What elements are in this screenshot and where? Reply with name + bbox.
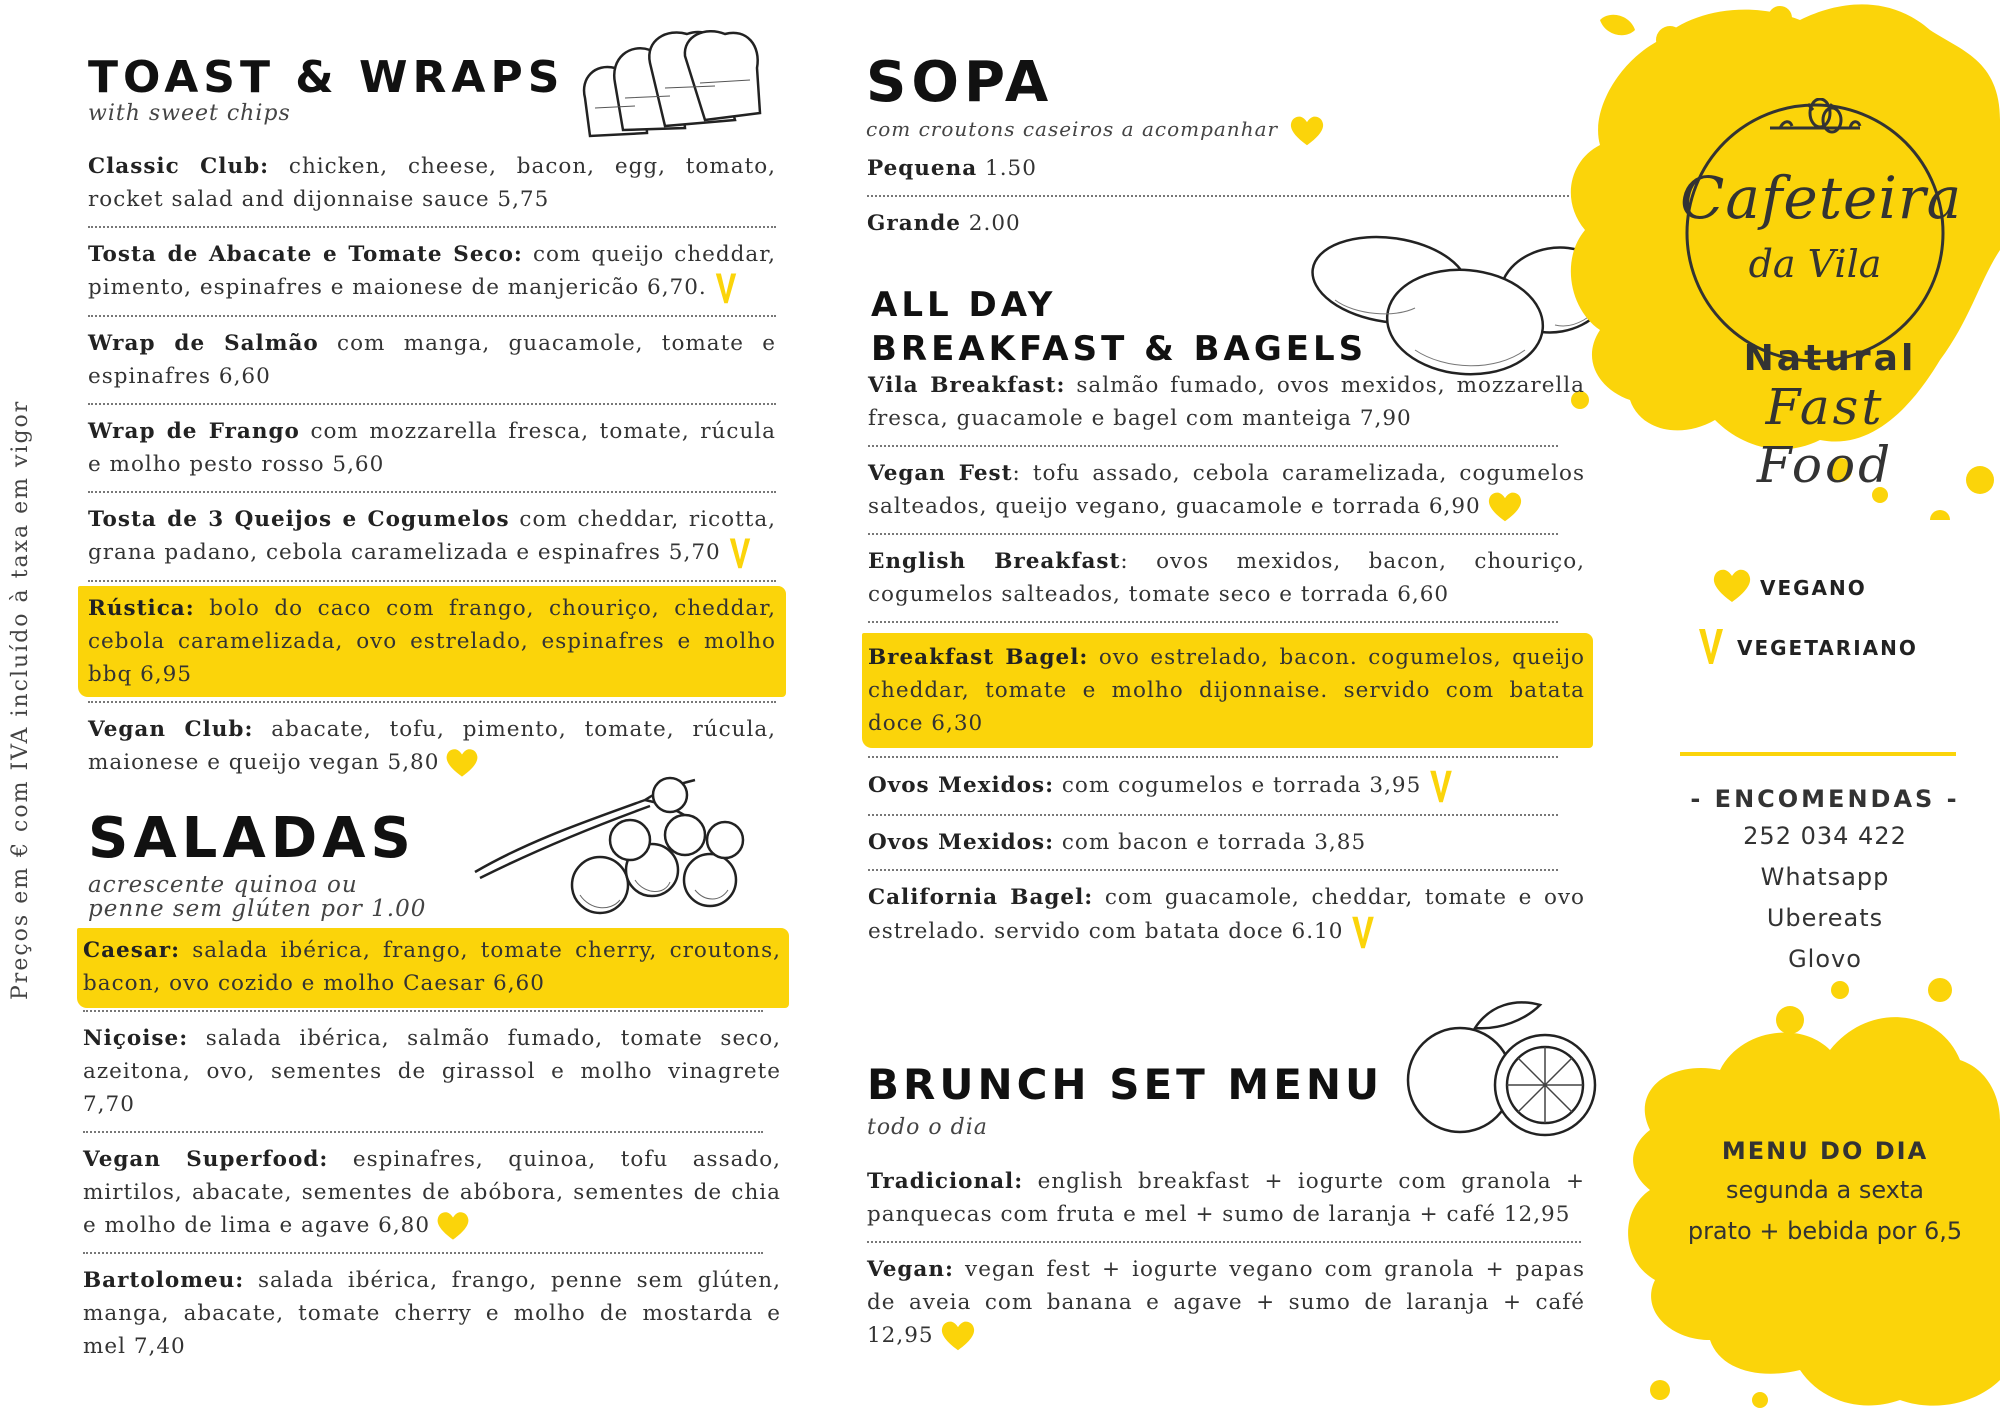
item-name: Grande [867,211,961,236]
item-name: Vegan Club: [88,717,254,742]
list-item [88,238,776,305]
item-name: Tradicional: [867,1169,1024,1194]
legend-vegetariano: VEGETARIANO [1737,636,1918,660]
divider [83,1010,763,1012]
orders-block [1660,782,1990,980]
divider [867,1241,1581,1243]
brand-name-2: da Vila [1748,242,1882,286]
item-desc: salmão fumado, ovos mexidos, mozzarella fresca, guacamole e bagel com manteiga 7,90 [868,373,1585,431]
item-name: Wrap de Frango [88,419,300,444]
item-name: Niçoise: [83,1026,189,1051]
divider [83,1131,763,1133]
item-name: Ovos Mexidos: [868,773,1055,798]
daily-menu-block [1660,1132,1990,1252]
item-name: English Breakfast [868,549,1121,574]
item-name: Ovos Mexidos: [868,830,1055,855]
divider [868,445,1558,447]
divider [868,756,1558,758]
sopa-subtitle: com croutons caseiros a acompanhar [866,116,1279,141]
orders-channel-glovo: Glovo [1788,945,1862,973]
sopa-title: SOPA [866,50,1054,115]
brunch-section-header [867,1060,1383,1140]
list-item [868,641,1585,740]
daily-title: MENU DO DIA [1721,1137,1929,1165]
saladas-title: SALADAS [88,806,416,871]
item-name: Caesar: [83,938,181,963]
item-name: Breakfast Bagel: [868,645,1089,670]
item-name: Vila Breakfast: [868,373,1066,398]
item-desc: salada ibérica, frango, tomate cherry, croutons, bacon, ovo cozido e molho Caesar 6,60 [83,938,781,996]
item-desc: com queijo cheddar, pimento, espinafres e maionese de manjericão 6,70. [88,242,776,300]
divider [88,701,776,703]
item-name: Tosta de 3 Queijos e Cogumelos [88,507,510,532]
saladas-section-header [88,806,426,921]
item-desc: bolo do caco com frango, chouriço, cheddar, cebola caramelizada, ovo estrelado, espinafres e molho bbq 6,95 [88,596,776,687]
vegan-icon [445,747,479,779]
list-item [88,503,776,570]
vegan-icon [1487,491,1523,523]
item-name: Vegan: [867,1257,954,1282]
item-desc: vegan fest + iogurte vegano com granola + papas de aveia com banana e agave + sumo de laranja + café 12,95 [867,1257,1585,1348]
item-desc: com mozzarella fresca, tomate, rúcula e molho pesto rosso 5,60 [88,419,776,477]
item-name: Vegan Superfood: [83,1147,329,1172]
brunch-title: BRUNCH SET MENU [867,1060,1384,1109]
list-item [868,545,1585,611]
list-item [83,1022,781,1121]
vegetarian-icon [727,536,753,570]
item-desc: abacate, tofu, pimento, tomate, rúcula, maionese e queijo vegan 5,80 [88,717,776,775]
brand-name-1: Cafeteira [1680,164,1963,232]
brunch-list [867,1165,1585,1352]
list-item [88,327,776,393]
item-desc: com bacon e torrada 3,85 [1054,830,1367,855]
sidebar-divider [1680,752,1956,756]
list-item [867,152,1581,185]
vegetarian-icon [1696,626,1726,666]
sopa-list [867,152,1581,240]
saladas-subtitle-1: acrescente quinoa ou [88,872,358,898]
vegan-icon [1712,568,1752,604]
logo-circle [1680,98,1963,368]
list-item [868,881,1585,950]
daily-line-1: segunda a sexta [1726,1176,1924,1204]
tomato-illustration [470,760,760,920]
item-desc: espinafres, quinoa, tofu assado, mirtilos, abacate, sementes de abóbora, sementes de chia e molho de lima e agave 6,80 [83,1147,781,1238]
item-desc: 2.00 [960,211,1021,236]
item-name: Wrap de Salmão [88,331,319,356]
item-name: Bartolomeu: [83,1268,245,1293]
list-item [83,1264,781,1363]
divider [88,491,776,493]
list-item [867,1165,1585,1231]
list-item [88,150,776,216]
divider [868,621,1558,623]
list-item [83,934,781,1000]
list-item [868,457,1585,523]
item-desc: com guacamole, cheddar, tomate e ovo estrelado. servido com batata doce 6.10 [868,885,1585,944]
vegan-icon [1289,115,1325,147]
item-desc: chicken, cheese, bacon, egg, tomato, rocket salad and dijonnaise sauce 5,75 [88,154,776,212]
breakfast-section-header [871,283,1367,371]
item-name: Tosta de Abacate e Tomate Seco: [88,242,523,267]
vegetarian-icon [1349,914,1377,950]
orders-channel-ubereats: Ubereats [1766,904,1884,932]
brand-tagline-2: Fast Food [1756,378,1894,494]
toast-title: TOAST & WRAPS [88,52,565,103]
item-desc: 1.50 [977,156,1037,181]
list-item [868,768,1585,804]
item-desc: english breakfast + iogurte com granola + panquecas com fruta e mel + sumo de laranja + café 12,95 [867,1169,1585,1227]
item-desc: : tofu assado, cebola caramelizada, cogumelos salteados, queijo vegano, guacamole e torrada 6,90 [868,461,1585,519]
item-name: Classic Club: [88,154,270,179]
divider [88,403,776,405]
divider [868,814,1558,816]
orange-illustration [1400,990,1600,1140]
bread-illustration [575,28,765,148]
divider [867,195,1581,197]
orders-phone: 252 034 422 [1743,822,1907,850]
item-desc: ovo estrelado, bacon. cogumelos, queijo cheddar, tomate e molho dijonnaise. servido com batata doce 6,30 [868,645,1585,736]
orders-title: - ENCOMENDAS - [1690,785,1960,813]
saladas-list [83,934,781,1363]
vegetarian-icon [713,271,739,305]
breakfast-list [868,369,1585,950]
item-desc: com manga, guacamole, tomate e espinafres 6,60 [88,331,776,389]
list-item [83,1143,781,1242]
list-item [868,826,1585,859]
item-desc: : ovos mexidos, bacon, chouriço, cogumelos salteados, tomate seco e torrada 6,60 [868,549,1585,607]
toast-list [88,150,776,779]
divider [88,315,776,317]
item-desc: salada ibérica, salmão fumado, tomate seco, azeitona, ovo, sementes de girassol e molho vinagrete 7,70 [83,1026,781,1117]
item-name: California Bagel: [868,885,1094,910]
breakfast-title-1: ALL DAY [871,285,1057,325]
item-desc: salada ibérica, frango, penne sem glúten, manga, abacate, tomate cherry e molho de mostarda e mel 7,40 [83,1268,781,1359]
brand-tagline-1: Natural [1743,338,1917,379]
item-name: Vegan Fest [868,461,1013,486]
item-name: Pequena [867,156,978,181]
divider [868,533,1558,535]
divider [88,580,776,582]
brunch-subtitle: todo o dia [867,1115,988,1140]
vegetarian-icon [1427,768,1455,804]
vegan-icon [940,1320,976,1352]
item-desc: com cheddar, ricotta, grana padano, cebola caramelizada e espinafres 5,70 [88,507,777,565]
price-note: Preços em € com IVA incluído à taxa em vigor [8,399,33,1000]
item-name: Rústica: [88,596,195,621]
toast-section-header [88,52,564,126]
list-item [88,415,776,481]
list-item [868,369,1585,435]
daily-line-2: prato + bebida por 6,5 [1687,1217,1963,1245]
breakfast-title-2: BREAKFAST & BAGELS [871,329,1368,369]
orders-channel-whatsapp: Whatsapp [1760,863,1890,891]
list-item [88,592,776,691]
sopa-section-header [866,50,1325,147]
divider [83,1252,763,1254]
saladas-subtitle-2: penne sem glúten por 1.00 [88,896,427,922]
list-item [867,1253,1585,1352]
legend-vegano: VEGANO [1760,576,1867,600]
toast-subtitle: with sweet chips [88,101,291,126]
divider [88,226,776,228]
item-desc: com cogumelos e torrada 3,95 [1054,773,1422,798]
divider [868,869,1558,871]
vegan-icon [436,1210,470,1242]
